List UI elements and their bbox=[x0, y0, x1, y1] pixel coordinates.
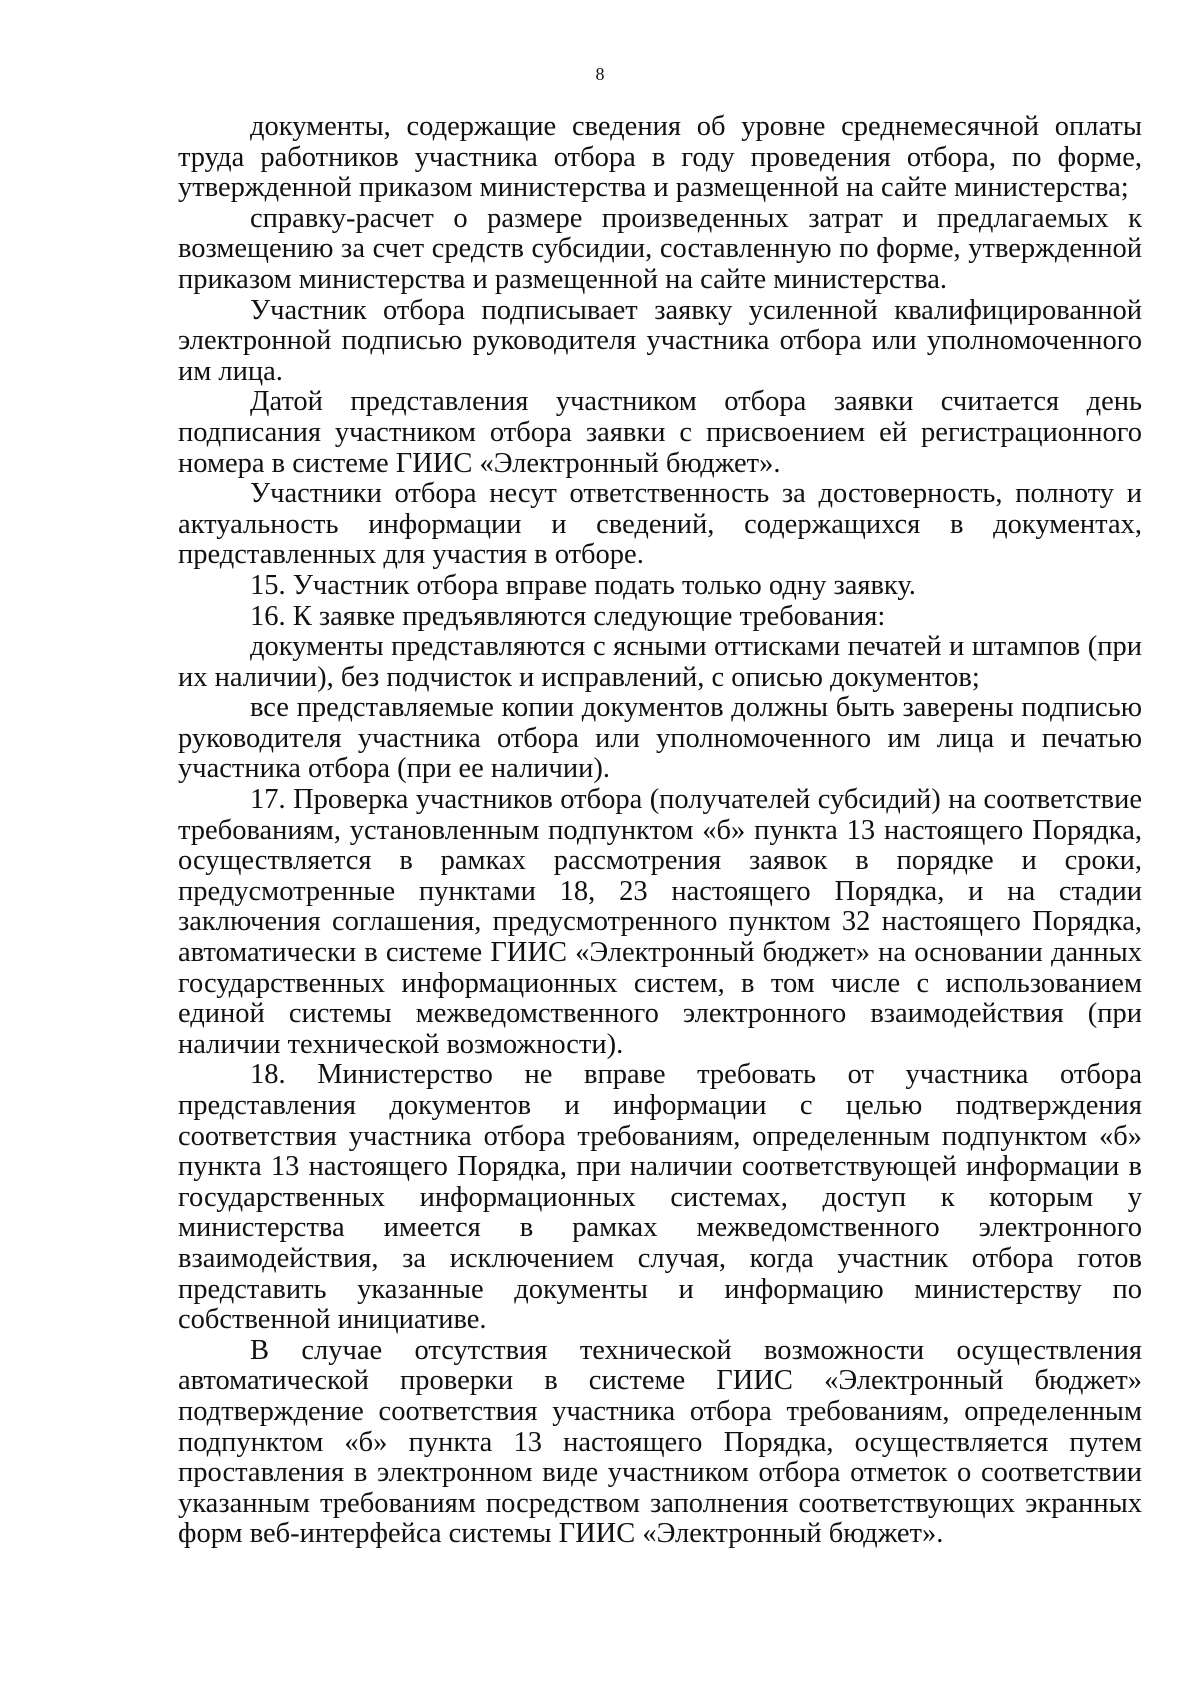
paragraph-electronic-signature: Участник отбора подписывает заявку усиленной квалифицированной электронной подписью руководителя участника отбора или уполномоченного им лица. bbox=[178, 294, 1142, 387]
paragraph-manual-verification: В случае отсутствия технической возможности осуществления автоматической проверки в системе ГИИС «Электронный бюджет» подтверждение соответствия участника отбора требованиям, определенным подпунктом «б» пункта 13 настоящего Порядка, осуществляется путем проставления в электронном виде участником отбора отметок о соответствии указанным требованиям посредством заполнения соответствующих экранных форм веб-интерфейса системы ГИИС «Электронный бюджет». bbox=[178, 1334, 1142, 1550]
paragraph-clause-15: 15. Участник отбора вправе подать только одну заявку. bbox=[250, 569, 916, 601]
page-number: 8 bbox=[595, 64, 605, 84]
paragraph-stamps-requirement: документы представляются с ясными оттисками печатей и штампов (при их наличии), без подчисток и исправлений, с описью документов; bbox=[178, 631, 1142, 693]
paragraph-clause-16: 16. К заявке предъявляются следующие требования: bbox=[250, 600, 886, 632]
paragraph-submission-date: Датой представления участником отбора заявки считается день подписания участником отбора заявки с присвоением ей регистрационного номера в системе ГИИС «Электронный бюджет». bbox=[178, 386, 1142, 479]
paragraph-responsibility: Участники отбора несут ответственность за достоверность, полноту и актуальность информации и сведений, содержащихся в документах, представленных для участия в отборе. bbox=[178, 478, 1142, 571]
paragraph-clause-18: 18. Министерство не вправе требовать от участника отбора представления документов и информации с целью подтверждения соответствия участника отбора требованиям, определенным подпунктом «б» пункта 13 настоящего Порядка, при наличии соответствующей информации в государственных информационных системах, доступ к которым у министерства имеется в рамках межведомственного электронного взаимодействия, за исключением случая, когда участник отбора готов представить указанные документы и информацию министерству по собственной инициативе. bbox=[178, 1059, 1142, 1336]
paragraph-cost-statement: справку-расчет о размере произведенных затрат и предлагаемых к возмещению за счет средств субсидии, составленную по форме, утвержденной приказом министерства и размещенной на сайте министерства. bbox=[178, 202, 1142, 295]
paragraph-copies-requirement: все представляемые копии документов должны быть заверены подписью руководителя участника отбора или уполномоченного им лица и печатью участника отбора (при ее наличии). bbox=[178, 692, 1142, 785]
paragraph-clause-17: 17. Проверка участников отбора (получателей субсидий) на соответствие требованиям, установленным подпунктом «б» пункта 13 настоящего Порядка, осуществляется в рамках рассмотрения заявок в порядке и сроки, предусмотренные пунктами 18, 23 настоящего Порядка, и на стадии заключения соглашения, предусмотренного пунктом 32 настоящего Порядка, автоматически в системе ГИИС «Электронный бюджет» на основании данных государственных информационных систем, в том числе с использованием единой системы межведомственного электронного взаимодействия (при наличии технической возможности). bbox=[178, 784, 1142, 1060]
document-body bbox=[178, 112, 1142, 1550]
paragraph-wage-documents: документы, содержащие сведения об уровне среднемесячной оплаты труда работников участника отбора в году проведения отбора, по форме, утвержденной приказом министерства и размещенной на сайте министерства; bbox=[178, 111, 1142, 204]
